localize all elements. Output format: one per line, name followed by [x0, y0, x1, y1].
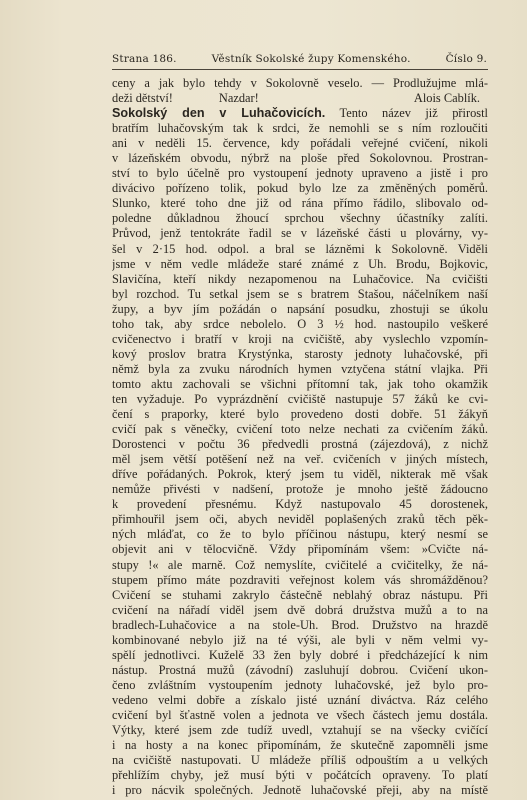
text-line: němž byla za zvuku národních hymen vztyčena státní vlajka. Při [112, 361, 488, 376]
text-line: přehlížím chyby, jež musí býti v počátcích opraveny. To platí [112, 768, 488, 783]
issue-number: Číslo 9. [445, 53, 487, 65]
text-line: cvičí pak s věnečky, cvičení toto nelze nechati za cvičením žáků. [112, 422, 488, 437]
text-line: deži dětství! [112, 91, 173, 106]
text-line: jsme v něm vedle mládeže staré známé z Uh. Brodu, Bojkovic, [112, 256, 488, 271]
text-line: dříve pořádaných. Pokrok, který jsem tu viděl, nikterak mě však [112, 467, 488, 482]
text-line: spělí jednotlivci. Kuželě 33 žen byly dobré i předcházející k nim [112, 647, 488, 662]
text-line: Slavičína, kteří nikdy nezapomenou na Luhačovice. Na cvičišti [112, 271, 488, 286]
text-line: šel v 2·15 hod. odpol. a bral se lázněmi k Sokolovně. Viděli [112, 241, 488, 256]
closing-row [112, 91, 488, 106]
text-line: ani v neděli 15. července, kdy pořádali veřejné cvičení, nikoli [112, 136, 488, 151]
text-line: kový proslov bratra Krystýnka, starosty jednoty luhačovské, při [112, 346, 488, 361]
text-line: cvičení byl šťastně volen a jednota ve všech částech jemu dostála. [112, 707, 488, 722]
text-line: vedeno velmi dobře a získalo jisté uznání diváctva. Ráz celého [112, 692, 488, 707]
text-line: čení s praporky, které bylo provedeno dosti dobře. 51 žákyň [112, 407, 488, 422]
page-number: Strana 186. [112, 53, 177, 65]
text-line: Tento název již přirostl [339, 106, 488, 121]
text-line: přimhouřil jsem oči, abych neviděl poplašených zraků těch pěk- [112, 512, 488, 527]
text-line: Cvičení se stuhami zakrylo částečně neblahý obraz nástupu. Při [112, 587, 488, 602]
text-line: i pro nácvik společných. Jednotě luhačovské přeji, aby na místě [112, 783, 488, 798]
journal-title: Věstník Sokolské župy Komenského. [211, 53, 411, 65]
text-line: objevit ani v tělocvičně. Vždy připomínám všem: »Cvičte ná- [112, 542, 488, 557]
text-line: měl jsem větší potěšení než na veř. cvičeních v jiných místech, [112, 452, 488, 467]
text-line: nástup. Prostná mužů (závodní) zasluhují dobrou. Cvičení ukon- [112, 662, 488, 677]
text-line: toho tak, aby srdce nebolelo. O 3 ½ hod. nastoupilo veškeré [112, 316, 488, 331]
text-line: poledne důkladnou žhoucí sprchou všechny účastníky zalíti. [112, 211, 488, 226]
text-line: župy, a byv jím požádán o napsání posudku, zhostuji se úkolu [112, 301, 488, 316]
text-line: ných mláďat, co že to bylo příčinou nástupu, který nesmí se [112, 527, 488, 542]
body-text [112, 76, 488, 798]
text-line: k provedení přesnému. Když nastupovalo 45 dorostenek, [112, 497, 488, 512]
article-title-line [112, 106, 488, 121]
text-line: tomto aktu zachovali se všichni přítomní tak, jak toho okamžik [112, 376, 488, 391]
running-header [112, 53, 487, 65]
text-line: byl rozchod. Tu setkal jsem se s bratrem Stašou, náčelníkem naší [112, 286, 488, 301]
text-line: cvičenectvo i bratří v kroji na cvičiště, aby vyslechlo vzpomín- [112, 331, 488, 346]
text-line: i na hosty a na konec připomínám, že skutečně zapomněli jsme [112, 738, 488, 753]
text-line: čeno zvláštním vystoupením jednoty luhačovské, jež bylo pro- [112, 677, 488, 692]
article-title: Sokolský den v Luhačovicích. [112, 106, 326, 121]
text-line: Výtky, které jsem zde tudíž uvedl, vztahují se na všecky cvičící [112, 723, 488, 738]
text-line: kombinované nebylo již na té výši, ale byli v něm velmi vy- [112, 632, 488, 647]
text-line: v lázeňském obvodu, nýbrž na ploše před Sokolovnou. Prostran- [112, 151, 488, 166]
text-line: ten vyžaduje. Po vyprázdnění cvičiště nastupuje 57 žáků ke cvi- [112, 391, 488, 406]
text-line: Dorostenci v počtu 36 předvedli prostná (zájezdová), z nichž [112, 437, 488, 452]
text-line: divácivo pořízeno tolik, pokud bylo lze za změněných poměrů. [112, 181, 488, 196]
text-line: cvičení na nářadí viděl jsem dvě dobrá družstva mužů a to na [112, 602, 488, 617]
text-line: Průvod, jenž tentokráte řadil se v lázeňské části u plovárny, vy- [112, 226, 488, 241]
article-paragraph [112, 121, 488, 798]
text-line: bradlech-Luhačovice a na stole-Uh. Brod. Družstvo na hrazdě [112, 617, 488, 632]
text-line: na cvičiště nastupovati. U mládeže příliš odpouštím a u velkých [112, 753, 488, 768]
signature: Alois Cablík. [413, 91, 480, 106]
text-line: stupy !« ale marně. Což nemyslíte, cvičitelé a cvičitelky, že ná- [112, 557, 488, 572]
text-line: ství to bylo účelně pro vystoupení jednoty upraveno a jistě i pro [112, 166, 488, 181]
text-line: bratřím luhačovským tak k srdci, že nemohli se s ním rozloučiti [112, 121, 488, 136]
text-line: nemůže přivésti v nadšení, protože je mnoho ještě žádoucno [112, 482, 488, 497]
text-line: Slunko, které toho dne již od rána přímo řádilo, slibovalo od- [112, 196, 488, 211]
greeting: Nazdar! [218, 91, 259, 106]
header-rule [112, 69, 488, 70]
text-line: ceny a jak bylo tehdy v Sokolovně veselo. — Prodlužujme mlá- [112, 76, 488, 90]
text-line: stupem přímo máte pozdraviti veřejnost kolem vás shromážděnou? [112, 572, 488, 587]
